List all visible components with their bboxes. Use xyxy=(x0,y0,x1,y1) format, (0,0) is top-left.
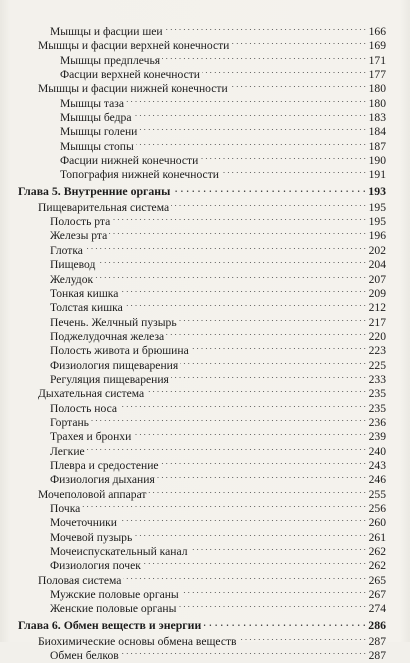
toc-page-number: 267 xyxy=(368,588,386,602)
toc-leader-dots xyxy=(180,355,366,369)
toc-entry xyxy=(18,269,386,286)
toc-entry xyxy=(18,78,386,96)
toc-page-number: 184 xyxy=(368,125,386,139)
toc-entry-title: Печень. Желчный пузырь xyxy=(50,315,177,329)
toc-leader-dots xyxy=(171,369,366,383)
toc-entry-title: Мочеполовой аппарат xyxy=(38,487,147,501)
toc-entry-title: Мочеточники xyxy=(50,516,117,530)
toc-page-number: 195 xyxy=(368,215,386,229)
toc-leader-dots xyxy=(200,150,366,164)
toc-leader-dots xyxy=(162,50,366,64)
toc-page-number: 212 xyxy=(368,301,386,315)
toc-entry xyxy=(18,107,386,125)
toc-leader-dots xyxy=(112,211,366,225)
toc-leader-dots xyxy=(82,498,366,512)
toc-entry-title: Полость носа xyxy=(50,401,118,415)
toc-entry xyxy=(18,283,386,300)
toc-entry xyxy=(18,355,386,372)
toc-entry xyxy=(18,584,386,602)
toc-entry xyxy=(18,211,386,229)
toc-entry-title: Мочеиспускательный канал xyxy=(50,545,188,559)
toc-leader-dots xyxy=(120,283,366,297)
toc-entry xyxy=(18,455,386,472)
toc-page-number: 195 xyxy=(368,200,386,214)
toc-entry xyxy=(18,197,386,214)
toc-page-number: 207 xyxy=(368,272,386,286)
toc-page-number: 255 xyxy=(368,487,386,501)
toc-entry xyxy=(18,369,386,386)
toc-leader-dots xyxy=(91,412,366,426)
toc-leader-dots xyxy=(202,64,366,78)
toc-page-number: 190 xyxy=(368,154,386,168)
toc-entry-title: Мужские половые органы xyxy=(50,588,179,602)
toc-page-number: 262 xyxy=(368,559,386,573)
toc-page-number: 169 xyxy=(368,39,386,53)
toc-entry-title: Дыхательная система xyxy=(38,387,145,401)
toc-entry xyxy=(18,645,386,663)
toc-page-number: 183 xyxy=(368,111,386,125)
toc-leader-dots xyxy=(97,254,366,268)
toc-entry-title: Легкие xyxy=(50,444,85,458)
toc-entry-title: Физиология почек xyxy=(50,559,141,573)
toc-entry xyxy=(18,35,386,53)
toc-entry-title: Полость рта xyxy=(50,215,111,229)
toc-entry-title: Пищеварительная система xyxy=(38,200,170,214)
toc-entry xyxy=(18,541,386,559)
toc-chapter-heading xyxy=(18,615,386,631)
toc-page-number: 177 xyxy=(368,68,386,82)
toc-entry xyxy=(18,469,386,487)
toc-entry-title: Топография нижней конечности xyxy=(60,168,219,182)
toc-page-number: 235 xyxy=(368,401,386,415)
toc-entry xyxy=(18,498,386,515)
table-of-contents xyxy=(18,21,386,663)
toc-leader-dots xyxy=(239,631,366,645)
toc-entry-title: Мышцы таза xyxy=(60,96,124,110)
toc-entry-title: Мышцы и фасции нижней конечности xyxy=(38,82,228,96)
toc-entry xyxy=(18,150,386,168)
toc-page-number: 217 xyxy=(368,315,386,329)
toc-page-number: 239 xyxy=(368,430,386,444)
toc-leader-dots xyxy=(95,269,366,283)
toc-leader-dots xyxy=(161,455,366,469)
toc-entry-title: Биохимические основы обмена веществ xyxy=(38,634,237,648)
toc-leader-dots xyxy=(119,512,366,526)
toc-entry xyxy=(18,136,386,153)
toc-page-number: 286 xyxy=(368,617,386,632)
toc-entry xyxy=(18,254,386,272)
toc-page-number: 262 xyxy=(368,545,386,559)
toc-entry-title: Поджелудочная железа xyxy=(50,329,165,343)
toc-page-number: 202 xyxy=(368,243,386,257)
toc-page-number: 260 xyxy=(368,516,386,530)
toc-page-number: 256 xyxy=(368,502,386,515)
toc-entry-title: Мочевой пузырь xyxy=(50,530,133,544)
toc-page-number: 243 xyxy=(368,458,386,472)
toc-leader-dots xyxy=(230,78,366,92)
toc-page-number: 236 xyxy=(368,415,386,429)
toc-entry xyxy=(18,225,386,243)
toc-entry xyxy=(18,398,386,415)
toc-page-number: 223 xyxy=(368,344,386,358)
toc-page-number: 171 xyxy=(368,53,386,67)
toc-entry-title: Трахея и бронхи xyxy=(50,430,132,444)
toc-entry-title: Толстая кишка xyxy=(50,301,123,315)
toc-page-number: 225 xyxy=(368,358,386,372)
toc-page-number: 187 xyxy=(368,139,386,153)
toc-entry xyxy=(18,570,386,587)
toc-entry-title: Желудок xyxy=(50,272,94,286)
toc-entry-title: Железы рта xyxy=(50,229,108,243)
toc-leader-dots xyxy=(190,541,366,555)
toc-entry-title: Мышцы бедра xyxy=(60,111,132,125)
toc-entry-title: Обмен белков xyxy=(50,649,119,663)
toc-page-number: 287 xyxy=(368,649,386,663)
toc-leader-dots xyxy=(203,615,366,629)
toc-entry xyxy=(18,426,386,444)
toc-entry-title: Глава 6. Обмен веществ и энергии xyxy=(18,617,202,632)
toc-entry-title: Мышцы голени xyxy=(60,125,138,139)
toc-page-number: 220 xyxy=(368,329,386,343)
toc-entry-title: Гортань xyxy=(50,415,89,429)
toc-page-number: 274 xyxy=(368,602,386,616)
toc-entry xyxy=(18,340,386,358)
toc-leader-dots xyxy=(171,197,366,211)
toc-leader-dots xyxy=(148,484,366,498)
toc-leader-dots xyxy=(143,555,366,569)
toc-leader-dots xyxy=(139,121,366,135)
toc-entry-title: Глотка xyxy=(50,243,83,257)
toc-leader-dots xyxy=(157,469,366,483)
toc-leader-dots xyxy=(181,584,366,598)
toc-leader-dots xyxy=(136,136,366,150)
toc-page-number: 235 xyxy=(368,387,386,401)
toc-entry xyxy=(18,297,386,315)
toc-leader-dots xyxy=(123,570,366,584)
toc-leader-dots xyxy=(166,326,366,340)
toc-page-number: 180 xyxy=(368,96,386,110)
toc-page-number: 166 xyxy=(368,25,386,38)
toc-leader-dots xyxy=(178,598,366,612)
toc-entry-title: Физиология пищеварения xyxy=(50,358,179,372)
toc-entry-title: Женские половые органы xyxy=(50,602,177,616)
toc-page-number: 240 xyxy=(368,444,386,458)
toc-leader-dots xyxy=(221,164,366,178)
toc-entry xyxy=(18,383,386,401)
toc-page-number: 196 xyxy=(368,229,386,243)
toc-entry xyxy=(18,555,386,573)
toc-entry-title: Фасции нижней конечности xyxy=(60,154,199,168)
toc-entry xyxy=(18,164,386,182)
toc-leader-dots xyxy=(134,107,367,121)
toc-entry xyxy=(18,21,386,38)
toc-entry xyxy=(18,240,386,257)
toc-entry xyxy=(18,64,386,82)
toc-entry xyxy=(18,484,386,501)
toc-page-number: 180 xyxy=(368,82,386,96)
toc-leader-dots xyxy=(134,527,366,541)
toc-entry-title: Пищевод xyxy=(50,258,96,272)
toc-entry-title: Половая система xyxy=(38,573,122,587)
toc-entry xyxy=(18,527,386,544)
toc-entry xyxy=(18,121,386,139)
toc-leader-dots xyxy=(85,240,366,254)
toc-page-number: 233 xyxy=(368,372,386,386)
toc-entry-title: Глава 5. Внутренние органы xyxy=(18,183,171,198)
toc-leader-dots xyxy=(172,181,366,195)
toc-entry-title: Физиология дыхания xyxy=(50,473,155,487)
toc-leader-dots xyxy=(179,312,366,326)
toc-entry-title: Мышцы и фасции верхней конечности xyxy=(38,39,230,53)
toc-entry xyxy=(18,412,386,429)
toc-page-number: 209 xyxy=(368,286,386,300)
toc-chapter-heading xyxy=(18,181,386,197)
toc-entry-title: Тонкая кишка xyxy=(50,286,119,300)
toc-entry-title: Мышцы стопы xyxy=(60,139,134,153)
toc-page-number: 261 xyxy=(368,530,386,544)
toc-leader-dots xyxy=(126,93,366,107)
toc-entry xyxy=(18,93,386,110)
toc-entry-title: Мышцы предплечья xyxy=(60,53,161,67)
toc-entry-title: Плевра и средостение xyxy=(50,458,159,472)
toc-leader-dots xyxy=(191,340,366,354)
toc-leader-dots xyxy=(231,35,366,49)
toc-entry-title: Полость живота и брюшина xyxy=(50,344,189,358)
toc-entry xyxy=(18,50,386,67)
toc-page-number: 191 xyxy=(368,168,386,182)
toc-entry xyxy=(18,326,386,343)
toc-entry xyxy=(18,441,386,458)
toc-leader-dots xyxy=(125,297,366,311)
toc-entry xyxy=(18,312,386,329)
toc-leader-dots xyxy=(121,645,366,659)
toc-entry-title: Мышцы и фасции шеи xyxy=(50,25,163,38)
toc-entry xyxy=(18,512,386,530)
toc-leader-dots xyxy=(87,441,366,455)
toc-page-number: 265 xyxy=(368,573,386,587)
toc-page-number: 204 xyxy=(368,258,386,272)
toc-page-number: 193 xyxy=(368,183,386,198)
toc-entry-title: Фасции верхней конечности xyxy=(60,68,201,82)
toc-entry-title: Регуляция пищеварения xyxy=(50,372,169,386)
toc-entry xyxy=(18,598,386,616)
toc-leader-dots xyxy=(109,225,366,239)
toc-entry xyxy=(18,631,386,648)
toc-leader-dots xyxy=(133,426,366,440)
toc-page-number: 287 xyxy=(368,634,386,648)
toc-leader-dots xyxy=(146,383,366,397)
toc-leader-dots xyxy=(119,398,366,412)
toc-leader-dots xyxy=(165,21,366,35)
toc-page-number: 246 xyxy=(368,473,386,487)
toc-entry-title: Почка xyxy=(50,502,81,515)
